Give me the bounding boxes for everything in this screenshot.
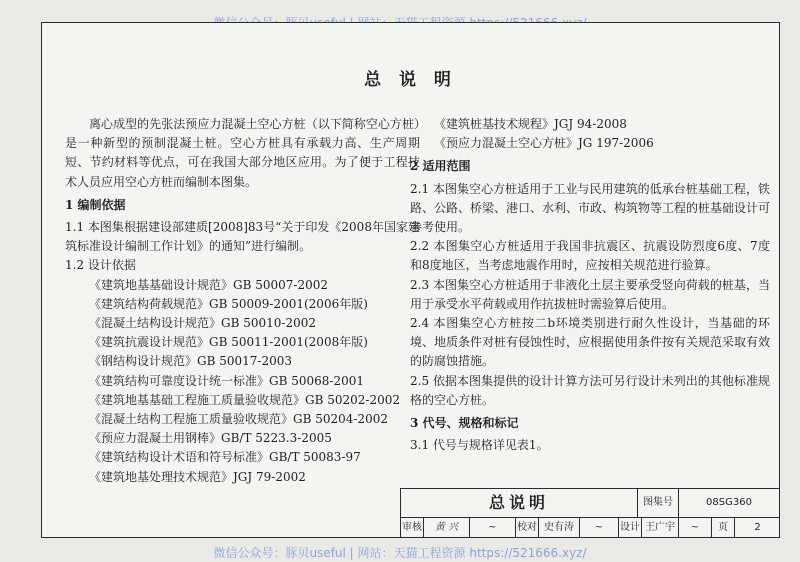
atlas-number-label: 图集号 bbox=[638, 489, 679, 518]
clause-2-3: 2.3 本图集空心方桩适用于非液化土层主要承受竖向荷载的桩基，当用于承受水平荷载或用作抗拔桩时需验算后使用。 bbox=[410, 277, 770, 311]
design-label: 设计 bbox=[619, 518, 642, 538]
ref-item: 《混凝土结构设计规范》GB 50010-2002 bbox=[89, 316, 316, 331]
design-name: 王广宇 bbox=[642, 518, 679, 538]
section-3-heading: 3 代号、规格和标记 bbox=[410, 416, 519, 431]
review-label: 审核 bbox=[401, 518, 424, 538]
intro-paragraph: 离心成型的先张法预应力混凝土空心方桩（以下简称空心方桩）是一种新型的预制混凝土桩。空心方桩具有承载力高、生产周期短、节约材料等优点，可在我国大部分地区应用。为了便于工程技术人员应用空心方桩而编制本图集。 bbox=[65, 117, 420, 189]
ref-item: 《建筑结构荷载规范》GB 50009-2001(2006年版) bbox=[89, 296, 368, 311]
drawing-name: 总说明 bbox=[401, 489, 638, 518]
right-column bbox=[410, 115, 770, 455]
page-label: 页 bbox=[712, 518, 735, 538]
ref-item: 《建筑地基处理技术规范》JGJ 79-2002 bbox=[89, 469, 306, 484]
signature-row bbox=[401, 518, 780, 538]
clause-2-5: 2.5 依据本图集提供的设计计算方法可另行设计未列出的其他标准规格的空心方桩。 bbox=[410, 373, 770, 407]
review-name: 黄 兴 bbox=[424, 518, 470, 538]
ref-item: 《建筑地基基础设计规范》GB 50007-2002 bbox=[89, 277, 328, 292]
ref-item: 《钢结构设计规范》GB 50017-2003 bbox=[89, 354, 292, 369]
atlas-number: 08SG360 bbox=[679, 489, 779, 518]
clause-3-1: 3.1 代号与规格详见表1。 bbox=[410, 438, 549, 453]
ref-item: 《预应力混凝土用钢棒》GB/T 5223.3-2005 bbox=[89, 431, 332, 446]
clause-2-1: 2.1 本图集空心方桩适用于工业与民用建筑的低承台桩基础工程，铁路、公路、桥梁、港口、水利、市政、构筑物等工程的桩基础设计可参考使用。 bbox=[410, 181, 771, 235]
clause-1-1: 1.1 本图集根据建设部建质[2008]83号“关于印发《2008年国家建筑标准设计编制工作计划》的通知”进行编制。 bbox=[65, 220, 420, 254]
ref-item: 《建筑桩基技术规程》JGJ 94-2008 bbox=[434, 117, 627, 131]
check-signature: ~ bbox=[580, 518, 619, 538]
watermark-bottom: 微信公众号：豚贝useful | 网站：天猫工程资源 https://521666.xyz/ bbox=[213, 546, 587, 560]
ref-item: 《建筑抗震设计规范》GB 50011-2001(2008年版) bbox=[89, 335, 368, 350]
section-1-heading: 1 编制依据 bbox=[65, 197, 126, 212]
drawing-frame bbox=[41, 22, 780, 538]
clause-2-4: 2.4 本图集空心方桩按二b环境类别进行耐久性设计，当基础的环境、地质条件对桩有侵蚀性时，应根据使用条件按有关规范采取有效的防腐蚀措施。 bbox=[410, 316, 771, 369]
ref-item: 《预应力混凝土空心方桩》JG 197-2006 bbox=[434, 136, 654, 151]
section-2-heading: 2 适用范围 bbox=[410, 159, 471, 174]
ref-item: 《建筑地基基础工程施工质量验收规范》GB 50202-2002 bbox=[89, 392, 400, 407]
clause-2-2: 2.2 本图集空心方桩适用于我国非抗震区、抗震设防烈度6度、7度和8度地区，当考虑地震作用时，应按相关规范进行验算。 bbox=[410, 239, 770, 273]
review-signature: ~ bbox=[470, 518, 516, 538]
check-name: 史有涛 bbox=[539, 518, 580, 538]
ref-item: 《建筑结构设计术语和符号标准》GB/T 50083-97 bbox=[89, 450, 361, 465]
page-title: 总 说 明 bbox=[364, 70, 457, 90]
ref-item: 《混凝土结构工程施工质量验收规范》GB 50204-2002 bbox=[89, 412, 388, 427]
title-block bbox=[400, 488, 780, 538]
clause-1-2: 1.2 设计依据 bbox=[65, 258, 136, 273]
left-column bbox=[65, 115, 420, 487]
page-number: 2 bbox=[754, 522, 761, 533]
ref-item: 《建筑结构可靠度设计统一标准》GB 50068-2001 bbox=[89, 373, 364, 388]
design-signature: ~ bbox=[679, 518, 712, 538]
check-label: 校对 bbox=[516, 518, 539, 538]
